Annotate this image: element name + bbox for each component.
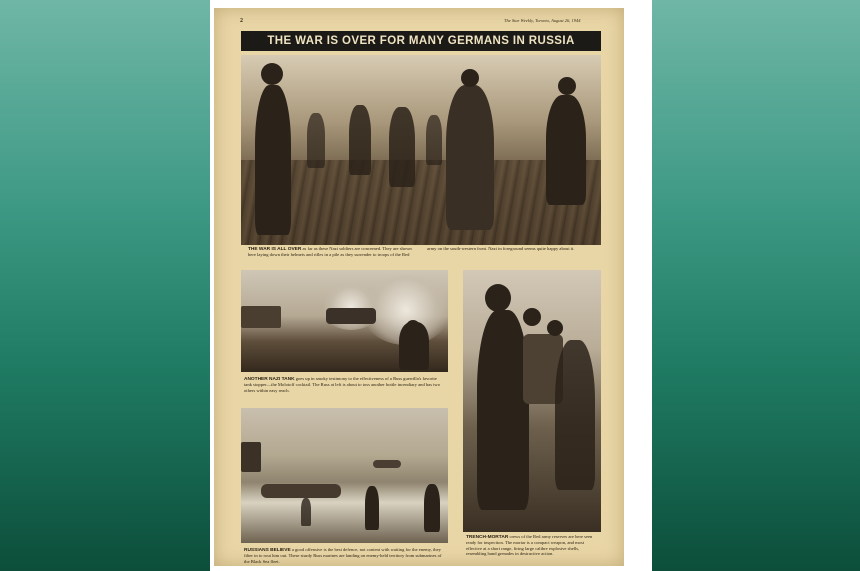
photo-marines-landing xyxy=(241,408,448,543)
headline: THE WAR IS OVER FOR MANY GERMANS IN RUSSIA xyxy=(267,35,575,47)
mortar-crew-head xyxy=(547,320,563,336)
page-number: 2 xyxy=(240,18,243,24)
mortar-crew-figure xyxy=(555,340,595,490)
soldier-helmet-right xyxy=(558,77,576,95)
caption-marines-text: a good offensive is the best defence, not content with waiting for the enemy, they filter in to rout him out. These sturdy Russ marines are landing on enemy-held territory from submarines of the Black Sea fleet. xyxy=(244,547,442,564)
caption-main-text: as far as these Nazi soldiers are concerned. They are shown here laying down their helmets and rifles in a pile as they surrender to troops of the Red army on the south-western front. Nazi in foreground seems quite happy about it. xyxy=(248,246,575,258)
mortar-soldier-figure xyxy=(477,310,529,510)
prisoner-figure xyxy=(349,105,371,175)
masthead-dateline: The Star Weekly, Toronto, August 26, 1944 xyxy=(504,18,581,23)
soldier-figure xyxy=(255,85,291,235)
photo-surrender xyxy=(241,55,601,245)
headline-banner xyxy=(241,31,601,51)
caption-tank xyxy=(244,376,444,393)
marine-figure xyxy=(301,498,311,526)
building-silhouette xyxy=(241,306,281,328)
caption-main-lead: THE WAR IS ALL OVER xyxy=(248,247,302,252)
photo-trench-mortar xyxy=(463,270,601,532)
caption-tank-text: goes up in smoky testimony to the effectiveness of a Russ guerrilla's favorite tank stopper—the Molotoff cocktail. The Russ at left is about to toss another bottle incendiary and has two others within easy reach. xyxy=(244,376,441,393)
marine-figure xyxy=(365,486,379,530)
prisoner-figure xyxy=(307,113,325,168)
caption-main xyxy=(248,246,596,258)
caption-marines xyxy=(244,547,448,564)
caption-mortar-lead: TRENCH-MORTAR xyxy=(466,535,509,540)
caption-tank-lead: ANOTHER NAZI TANK xyxy=(244,377,295,382)
tank-silhouette xyxy=(326,308,376,324)
surrendering-soldier-head xyxy=(461,69,479,87)
submarine-silhouette xyxy=(241,442,261,472)
photo-burning-tank xyxy=(241,270,448,372)
mortar-soldier-head xyxy=(485,284,511,312)
newspaper-page xyxy=(214,8,624,566)
soldier-helmet xyxy=(261,63,283,85)
prisoner-figure xyxy=(426,115,442,165)
caption-mortar xyxy=(466,534,600,557)
landing-boat xyxy=(261,484,341,498)
guerrilla-head xyxy=(406,320,420,334)
marine-figure xyxy=(424,484,440,532)
caption-mortar-text: crews of the Red army reserves are here seen ready for inspection. The mortar is a compact weapon, and most effective at a short range, firing large calibre explosive shells, resembling hand grenades in destructive action. xyxy=(466,534,593,557)
caption-marines-lead: RUSSIANS BELIEVE xyxy=(244,548,291,553)
distant-boat xyxy=(373,460,401,468)
mortar-crew-head xyxy=(523,308,541,326)
surrendering-soldier-figure xyxy=(446,85,494,230)
soldier-figure-right xyxy=(546,95,586,205)
prisoner-figure xyxy=(389,107,415,187)
